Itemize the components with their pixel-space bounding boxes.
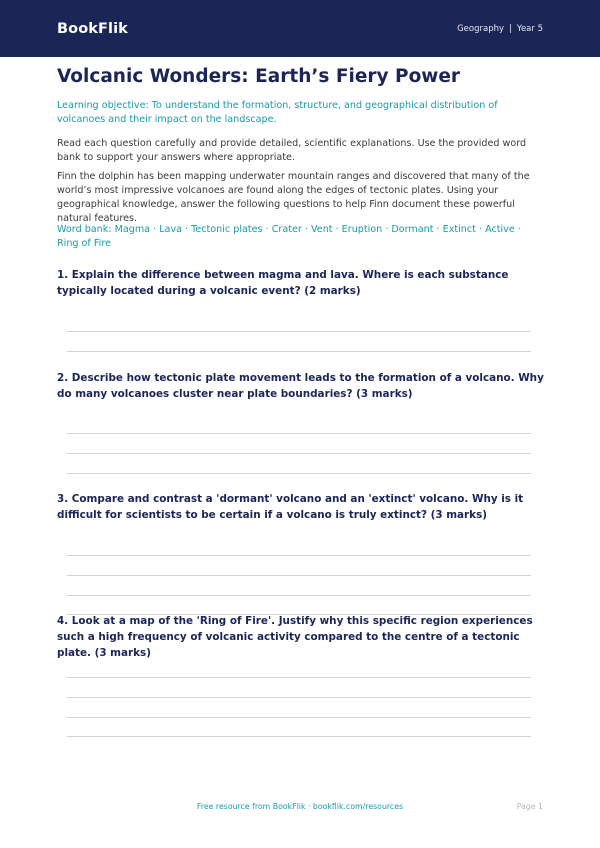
- answer-line[interactable]: [67, 595, 531, 596]
- page-number: Page 1: [516, 802, 543, 811]
- instructions: Read each question carefully and provide detailed, scientific explanations. Use the provided word bank to support your answers where appropriate.: [57, 138, 527, 163]
- page-title: Volcanic Wonders: Earth’s Fiery Power: [57, 66, 461, 87]
- learning-objective: Learning objective: To understand the formation, structure, and geographical distribution of volcanoes and their impact on the landscape.: [57, 100, 498, 125]
- subject-year: [457, 24, 543, 34]
- word-bank: Word bank: Magma · Lava · Tectonic plates · Crater · Vent · Eruption · Dormant · Extinct · Active · Ring of Fire: [57, 224, 521, 249]
- answer-line[interactable]: [67, 697, 531, 698]
- question-1: 1. Explain the difference between magma and lava. Where is each substance typically located during a volcanic event? (2 marks): [57, 269, 509, 297]
- answer-line[interactable]: [67, 433, 531, 434]
- answer-line[interactable]: [67, 351, 531, 352]
- year-label: Year 5: [516, 23, 543, 34]
- answer-line[interactable]: [67, 575, 531, 576]
- question-4: 4. Look at a map of the 'Ring of Fire'. Justify why this specific region experiences such a high frequency of volcanic activity compared to the centre of a tectonic plate. (3 marks): [57, 615, 533, 659]
- answer-line[interactable]: [67, 331, 531, 332]
- subject-label: Geography: [457, 23, 505, 34]
- answer-line[interactable]: [67, 717, 531, 718]
- answer-line[interactable]: [67, 555, 531, 556]
- story-intro: Finn the dolphin has been mapping underwater mountain ranges and discovered that many of the world’s most impressive volcanoes are found along the edges of tectonic plates. Using your geographical knowledge, answer the following questions to help Finn document these powerful natural features.: [57, 171, 530, 224]
- answer-line[interactable]: [67, 473, 531, 474]
- footer-resource-link[interactable]: Free resource from BookFlik · bookflik.com/resources: [196, 802, 404, 811]
- brand-logo[interactable]: BookFlik: [57, 20, 128, 37]
- page-header: [0, 0, 600, 57]
- answer-line[interactable]: [67, 736, 531, 737]
- answer-line[interactable]: [67, 453, 531, 454]
- question-3: 3. Compare and contrast a 'dormant' volcano and an 'extinct' volcano. Why is it difficult for scientists to be certain if a volcano is truly extinct? (3 marks): [57, 493, 524, 521]
- question-2: 2. Describe how tectonic plate movement leads to the formation of a volcano. Why do many volcanoes cluster near plate boundaries? (3 marks): [57, 372, 544, 400]
- meta-separator: |: [509, 23, 512, 34]
- answer-line[interactable]: [67, 677, 531, 678]
